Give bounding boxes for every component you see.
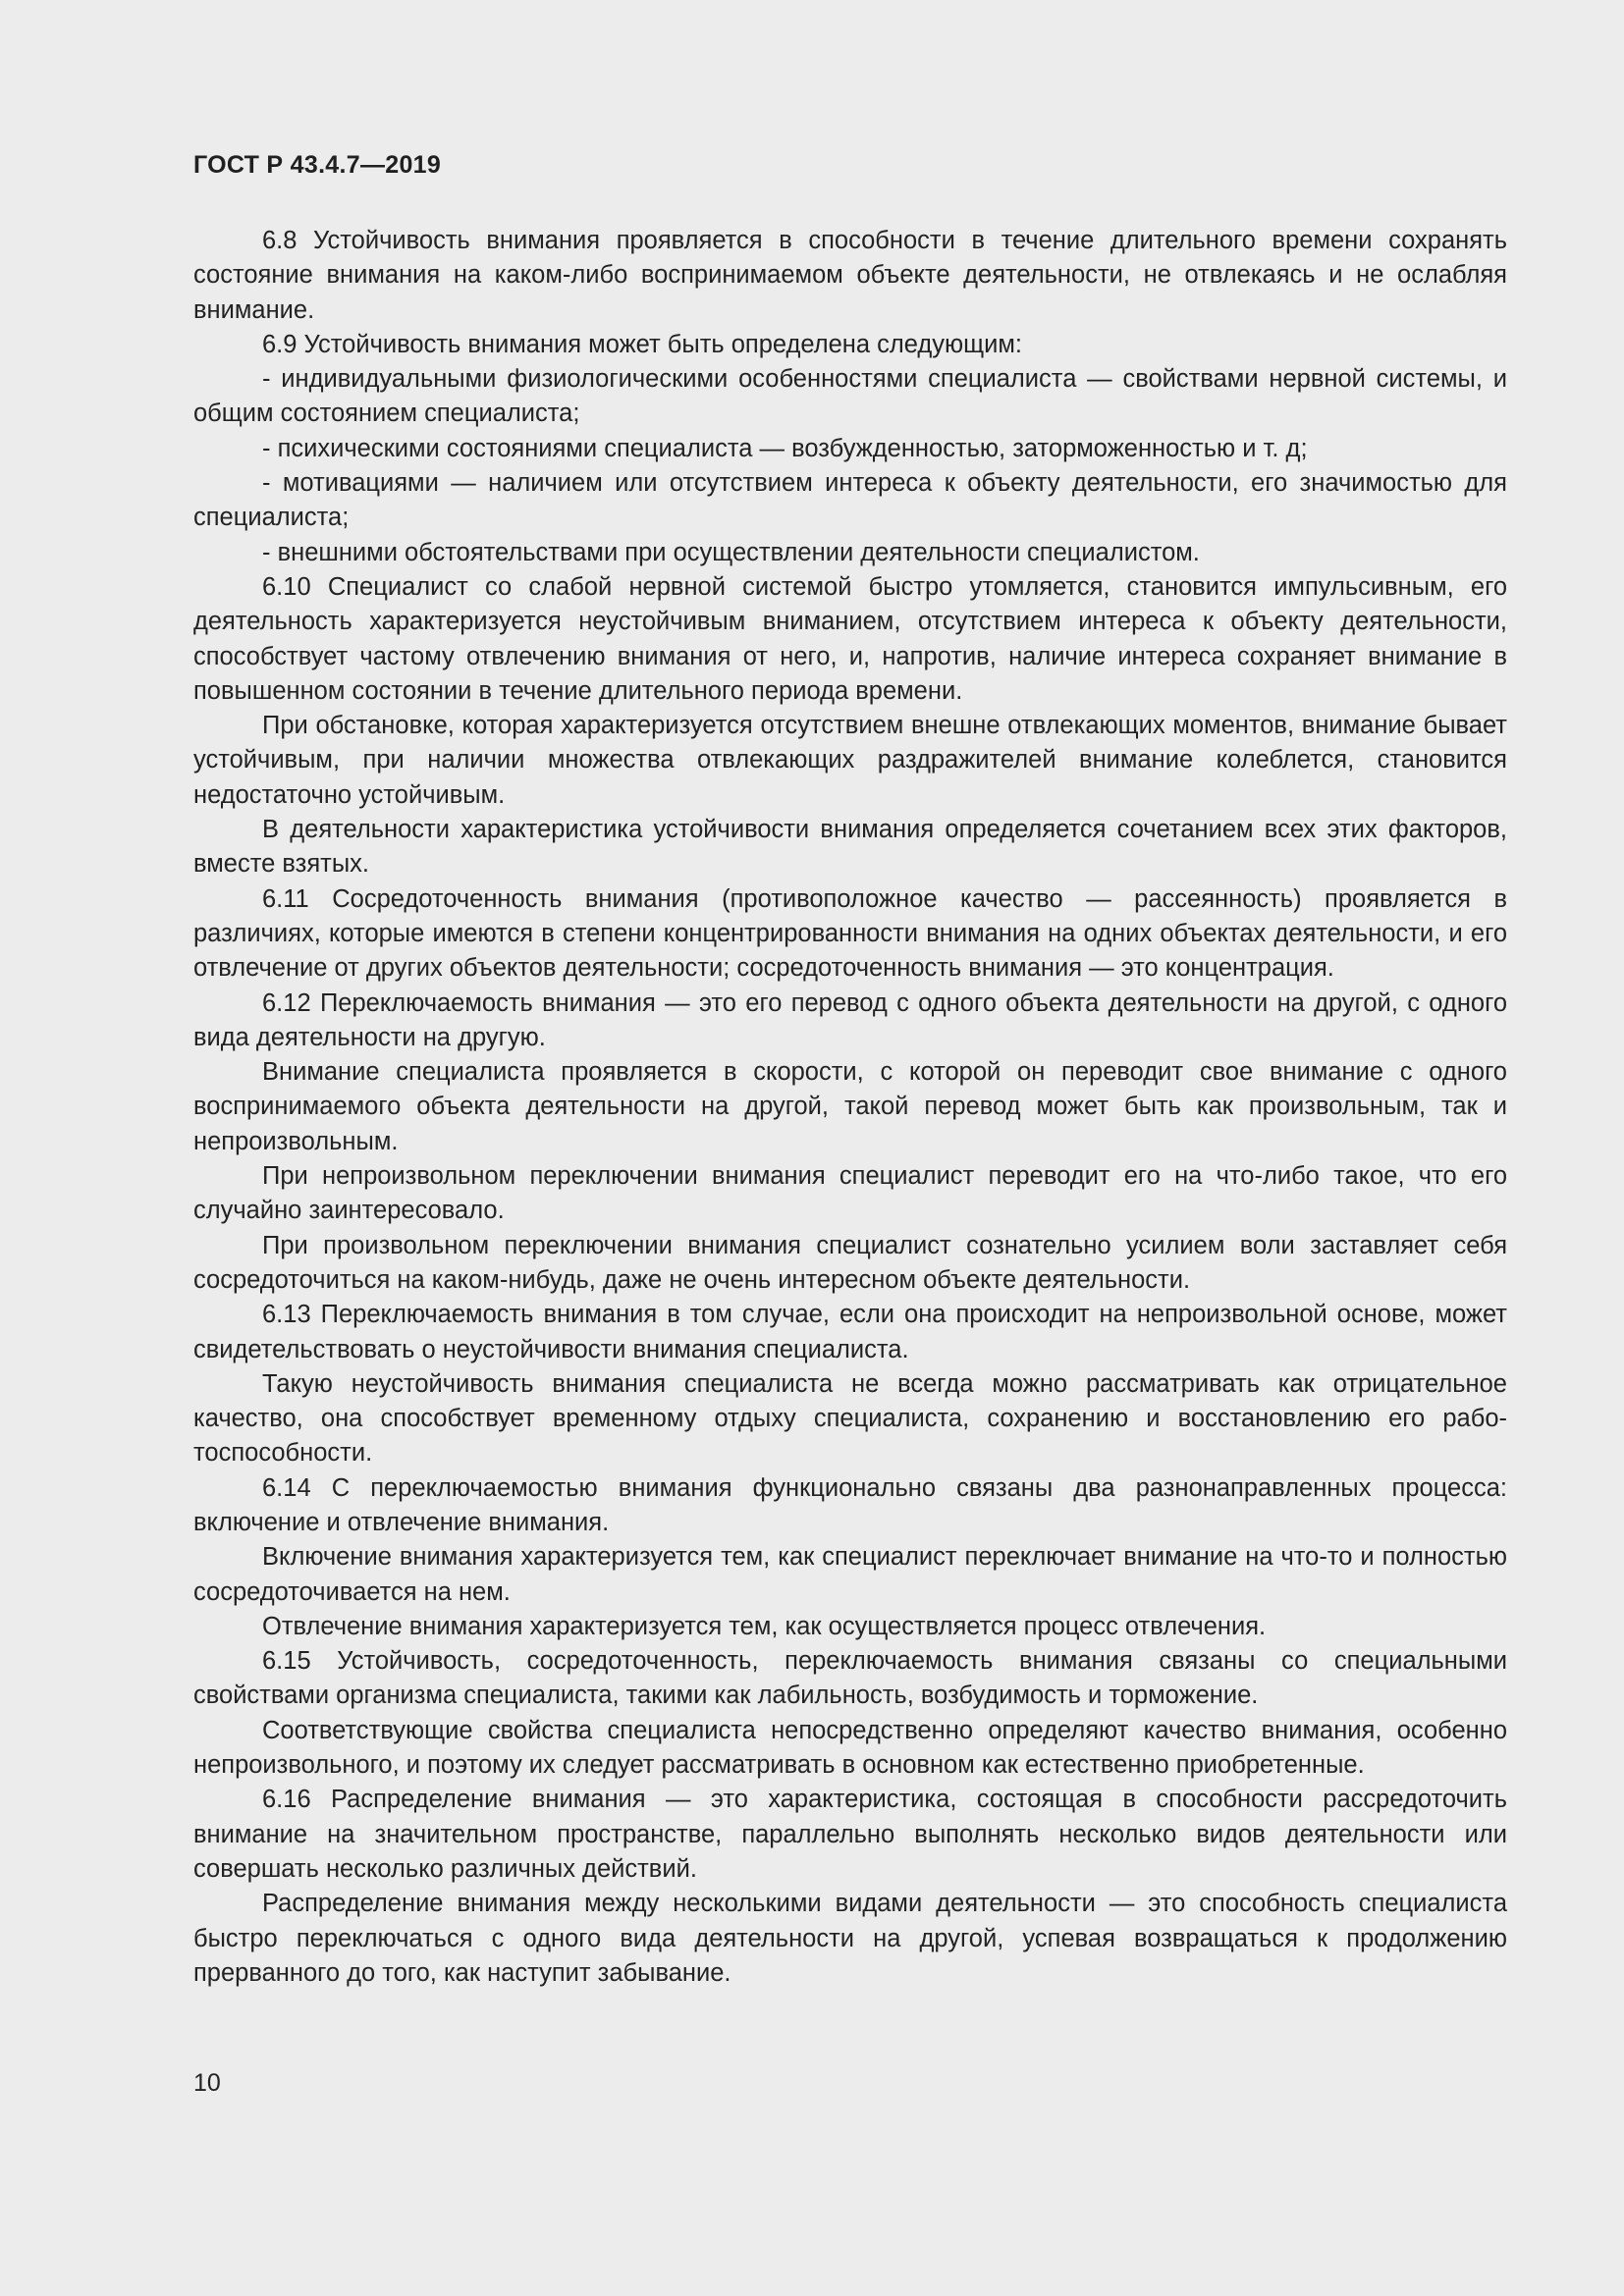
paragraph: Включение внимания характеризуется тем, как специалист переключает внимание на что-то и полностью сосредоточивается на нем. <box>193 1543 1507 1606</box>
paragraph-6-9: 6.9 Устойчивость внимания может быть определена следующим: <box>262 330 1023 358</box>
standard-header: ГОСТ Р 43.4.7—2019 <box>193 151 442 179</box>
document-body <box>193 224 1507 1991</box>
paragraph: При непроизвольном переключении внимания специалист переводит его на что-либо такое, что его случайно заинтересовало. <box>193 1162 1507 1225</box>
paragraph-6-16: 6.16 Распределение внимания — это характеристика, состоящая в способности рассредоточить внимание на значительном пространстве, параллельно выполнять несколько видов деятельности или совершать несколько различных действий. <box>193 1786 1507 1883</box>
paragraph-6-8: 6.8 Устойчивость внимания проявляется в способности в течение длительного времени сохранять состояние внимания на каком-либо воспринимаемом объекте деятельности, не отвлекаясь и не ослабляя внимание. <box>193 227 1507 324</box>
paragraph-6-15: 6.15 Устойчивость, сосредоточенность, переключаемость внимания связаны со специальными свойствами организма специалиста, такими как лабильность, возбудимость и торможение. <box>193 1647 1507 1710</box>
paragraph: В деятельности характеристика устойчивости внимания определяется сочетанием всех этих факторов, вместе взятых. <box>193 816 1507 879</box>
list-item: - индивидуальными физиологическими особенностями специалиста — свойствами нервной системы, и общим состоянием специалиста; <box>193 365 1507 428</box>
paragraph-6-13: 6.13 Переключаемость внимания в том случае, если она происходит на непроизвольной основе, может свидетельствовать о неустойчивости внимания специалиста. <box>193 1301 1507 1363</box>
list-item: - внешними обстоятельствами при осуществлении деятельности специалистом. <box>262 538 1200 566</box>
paragraph-6-12: 6.12 Переключаемость внимания — это его перевод с одного объекта деятельности на другой, с одного вида деятельности на другую. <box>193 988 1507 1051</box>
paragraph: При обстановке, которая характеризуется отсутствием внешне отвлекающих моментов, внимание бывает устойчивым, при наличии множества отвлекающих раздражителей внимание колеблется, становится недостаточно устойчивым. <box>193 712 1507 809</box>
page-number: 10 <box>193 2069 221 2097</box>
paragraph-6-14: 6.14 С переключаемостью внимания функционально связаны два разнонаправленных процесса: включение и отвлечение внимания. <box>193 1473 1507 1536</box>
paragraph: Распределение внимания между несколькими видами деятельности — это способность специалиста быстро переключаться с одного вида деятельности на другой, успевая возвращаться к продолжению прерванного до того, как наступит забывание. <box>193 1890 1507 1987</box>
paragraph: Отвлечение внимания характеризуется тем, как осуществляется процесс отвлечения. <box>262 1612 1267 1640</box>
paragraph: Такую неустойчивость внимания специалиста не всегда можно рассматривать как отрицательное качество, она способствует временному отдыху специалиста, сохранению и восстановлению его работоспособности. <box>193 1369 1507 1468</box>
paragraph: Соответствующие свойства специалиста непосредственно определяют качество внимания, особенно непроизвольного, и поэтому их следует рассматривать в основном как естественно приобретенные. <box>193 1716 1507 1780</box>
list-item: - психическими состояниями специалиста — возбужденностью, заторможенностью и т. д; <box>262 434 1308 462</box>
paragraph-6-10: 6.10 Специалист со слабой нервной системой быстро утомляется, становится импульсивным, его деятельность характеризуется неустойчивым вниманием, отсутствием интереса к объекту деятельности, способствует частому отвлечению внимания от него, и, напротив, наличие интереса сохраняет внимание в повышенном состоянии в течение длительного периода времени. <box>193 572 1507 705</box>
paragraph: Внимание специалиста проявляется в скорости, с которой он переводит свое внимание с одного воспринимаемого объекта деятельности на другой, такой перевод может быть как произвольным, так и непроизвольным. <box>193 1058 1507 1155</box>
list-item: - мотивациями — наличием или отсутствием интереса к объекту деятельности, его значимостью для специалиста; <box>193 469 1507 532</box>
paragraph-6-11: 6.11 Сосредоточенность внимания (противоположное качество — рассеянность) проявляется в различиях, которые имеются в степени концентрированности внимания на одних объектах деятельности, и его отвлечение от других объектов деятельности; сосредоточенность внимания — это концентрация. <box>193 884 1507 983</box>
paragraph: При произвольном переключении внимания специалист сознательно усилием воли заставляет себя сосредоточиться на каком-нибудь, даже не очень интересном объекте деятельности. <box>193 1231 1507 1294</box>
